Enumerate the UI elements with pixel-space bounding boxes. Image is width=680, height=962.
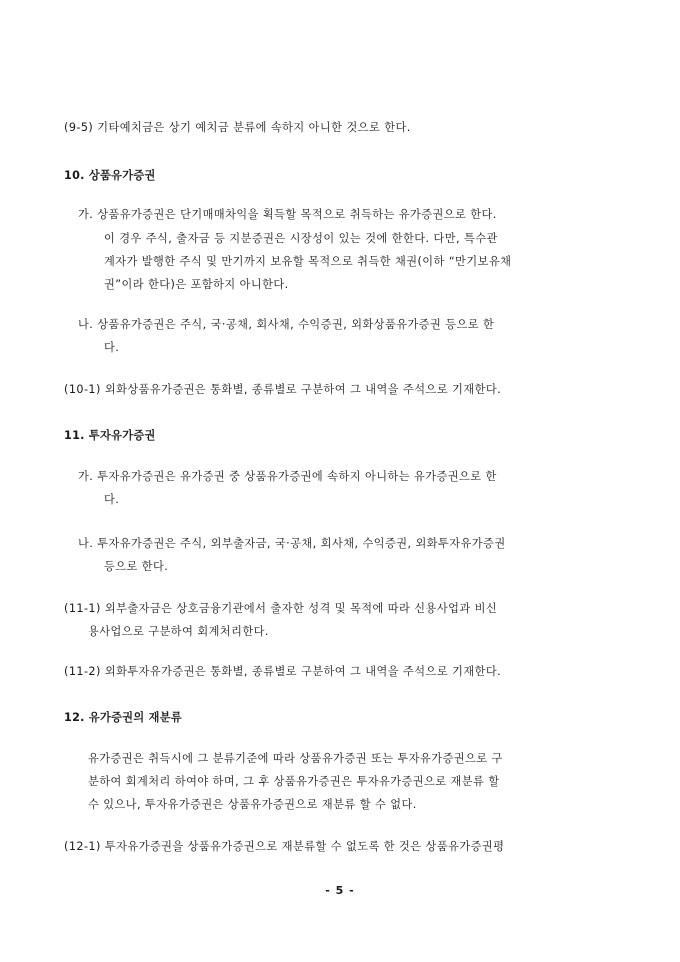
paragraph-10-1: (10-1) 외화상품유가증권은 통화별, 종류별로 구분하여 그 내역을 주석으로 기재한다. [64,383,502,396]
paragraph-11-ga-line-2: 다. [104,493,120,506]
paragraph-10-na-line-2: 다. [104,341,120,354]
paragraph-12-line-3: 수 있으나, 투자유가증권은 상품유가증권으로 재분류 할 수 없다. [88,798,417,811]
section-heading-10: 10. 상품유가증권 [64,169,156,182]
section-heading-11: 11. 투자유가증권 [64,429,156,442]
paragraph-11-2: (11-2) 외화투자유가증권은 통화별, 종류별로 구분하여 그 내역을 주석으로 기재한다. [64,665,502,678]
page-number: - 5 - [325,884,355,897]
paragraph-11-na-line-1: 나. 투자유가증권은 주식, 외부출자금, 국·공채, 회사채, 수익증권, 외화투자유가증권 [78,537,506,550]
paragraph-10-na-line-1: 나. 상품유가증권은 주식, 국·공채, 회사채, 수익증권, 외화상품유가증권 등으로 한 [78,318,495,331]
paragraph-12-1: (12-1) 투자유가증권을 상품유가증권으로 재분류할 수 없도록 한 것은 상품유가증권평 [64,840,505,853]
paragraph-10-ga-line-4: 권”이라 한다)은 포함하지 아니한다. [104,278,289,291]
paragraph-9-5: (9-5) 기타예치금은 상기 예치금 분류에 속하지 아니한 것으로 한다. [64,121,411,134]
paragraph-12-line-2: 분하여 회계처리 하여야 하며, 그 후 상품유가증권은 투자유가증권으로 재분류 할 [88,775,500,788]
paragraph-11-1-line-1: (11-1) 외부출자금은 상호금융기관에서 출자한 성격 및 목적에 따라 신용사업과 비신 [64,602,498,615]
paragraph-11-na-line-2: 등으로 한다. [104,560,169,573]
paragraph-10-ga-line-3: 계자가 발행한 주식 및 만기까지 보유할 목적으로 취득한 채권(이하 “만기보유채 [104,255,512,268]
section-heading-12: 12. 유가증권의 재분류 [64,711,182,724]
paragraph-11-ga-line-1: 가. 투자유가증권은 유가증권 중 상품유가증권에 속하지 아니하는 유가증권으로 한 [78,470,497,483]
paragraph-12-line-1: 유가증권은 취득시에 그 분류기준에 따라 상품유가증권 또는 투자유가증권으로 구 [88,752,503,765]
paragraph-10-ga-line-2: 이 경우 주식, 출자금 등 지분증권은 시장성이 있는 것에 한한다. 다만, 특수관 [104,232,498,245]
paragraph-11-1-line-2: 용사업으로 구분하여 회계처리한다. [88,625,269,638]
paragraph-10-ga-line-1: 가. 상품유가증권은 단기매매차익을 획득할 목적으로 취득하는 유가증권으로 한다. [78,208,497,221]
